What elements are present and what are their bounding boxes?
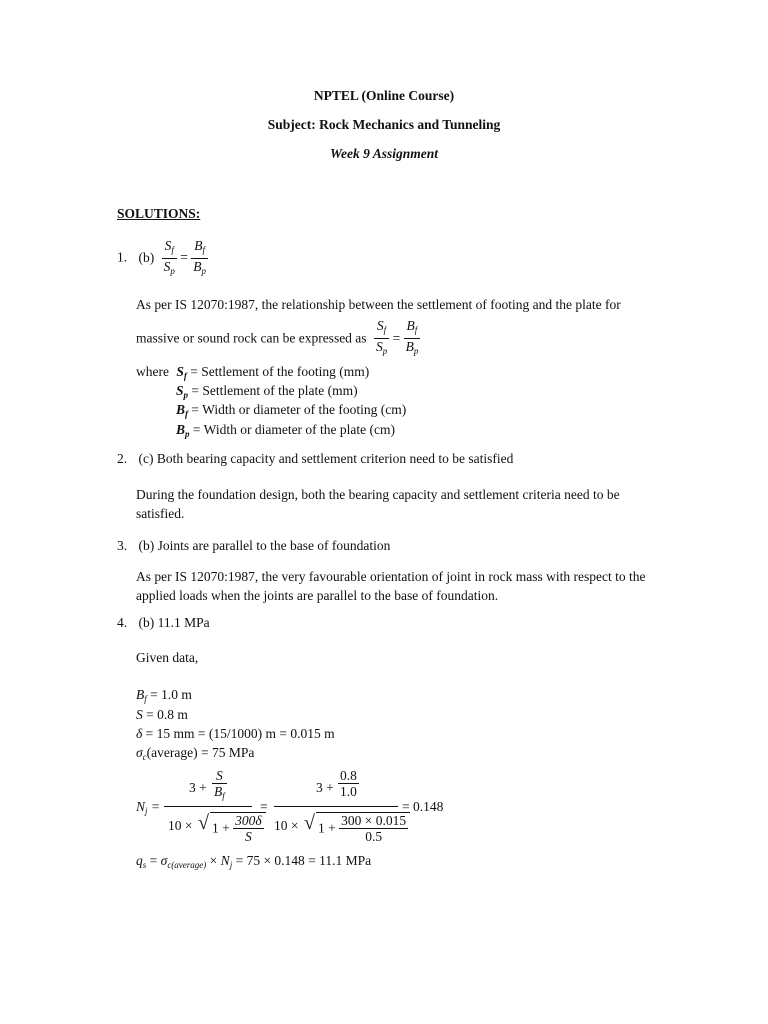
q1-number: 1.	[117, 249, 128, 265]
q1-def-bf: $B_f$ = Width or diameter of the footing (cm)	[176, 402, 407, 419]
q4-sigma: $\sigma_c(average) = 75$ MPa	[136, 745, 255, 762]
subject-title: Subject: Rock Mechanics and Tunneling	[267, 117, 501, 132]
q1-explanation-line1: As per IS 12070:1987, the relationship between the settlement of footing and the plate for	[136, 297, 621, 312]
q1-def-sf: where $S_f$ = Settlement of the footing (mm)	[136, 364, 370, 381]
q4-delta: δ = 15 mm = (15/1000) m = 0.015 m	[136, 726, 335, 741]
q4-s: S = 0.8 m	[136, 707, 188, 722]
q4-qs-result: = 75 × 0.148 = 11.1 MPa	[235, 853, 372, 868]
q4-qs-equation: $q_s = \sigma_{c(average)} \times N_j = 75 \times 0.148 = 11.1$ MPa	[136, 853, 372, 870]
q4-answer: 4. (b) 11.1 MPa	[117, 615, 210, 630]
q4-given: Given data,	[136, 650, 199, 665]
q3-answer: 3. (b) Joints are parallel to the base of foundation	[117, 538, 391, 553]
q4-bf: $B_f = 1.0$ m	[136, 687, 192, 704]
q4-nj-result: = 0.148	[402, 799, 444, 814]
q1-inline-width-ratio: $\frac{B_f}{B_p}$	[405, 318, 419, 356]
course-title: NPTEL (Online Course)	[313, 88, 455, 103]
q1-formula-width-ratio: $\frac{B_f}{B_p}$	[193, 238, 206, 276]
q1-formula-settlement-ratio: $\frac{S_f}{S_p}$	[163, 238, 175, 276]
solutions-heading: SOLUTIONS:	[117, 206, 201, 221]
q2-answer: 2. (c) Both bearing capacity and settlement criterion need to be satisfied	[117, 451, 514, 466]
q1-option: (b)	[138, 249, 155, 265]
q3-explanation: As per IS 12070:1987, the very favourable orientation of joint in rock mass with respect to the applied loads when the joints are parallel to the base of foundation.	[136, 569, 646, 603]
q2-explanation: During the foundation design, both the bearing capacity and settlement criteria need to be satisfied.	[136, 487, 620, 521]
q1-def-sp: $S_p$ = Settlement of the plate (mm)	[176, 383, 358, 400]
q1-inline-settlement-ratio: $\frac{S_f}{S_p}$	[375, 318, 388, 356]
assignment-title: Week 9 Assignment	[329, 146, 438, 161]
q1-def-bp: $B_p$ = Width or diameter of the plate (cm)	[176, 422, 396, 439]
q1-answer: 1. (b) $\frac{S_f}{S_p}$ = $\frac{B_f}{B_p}$	[117, 238, 208, 279]
q1-explanation-line2: massive or sound rock can be expressed as $\frac{S_f}{S_p}$ = $\frac{B_f}{B_p}$	[136, 318, 420, 359]
